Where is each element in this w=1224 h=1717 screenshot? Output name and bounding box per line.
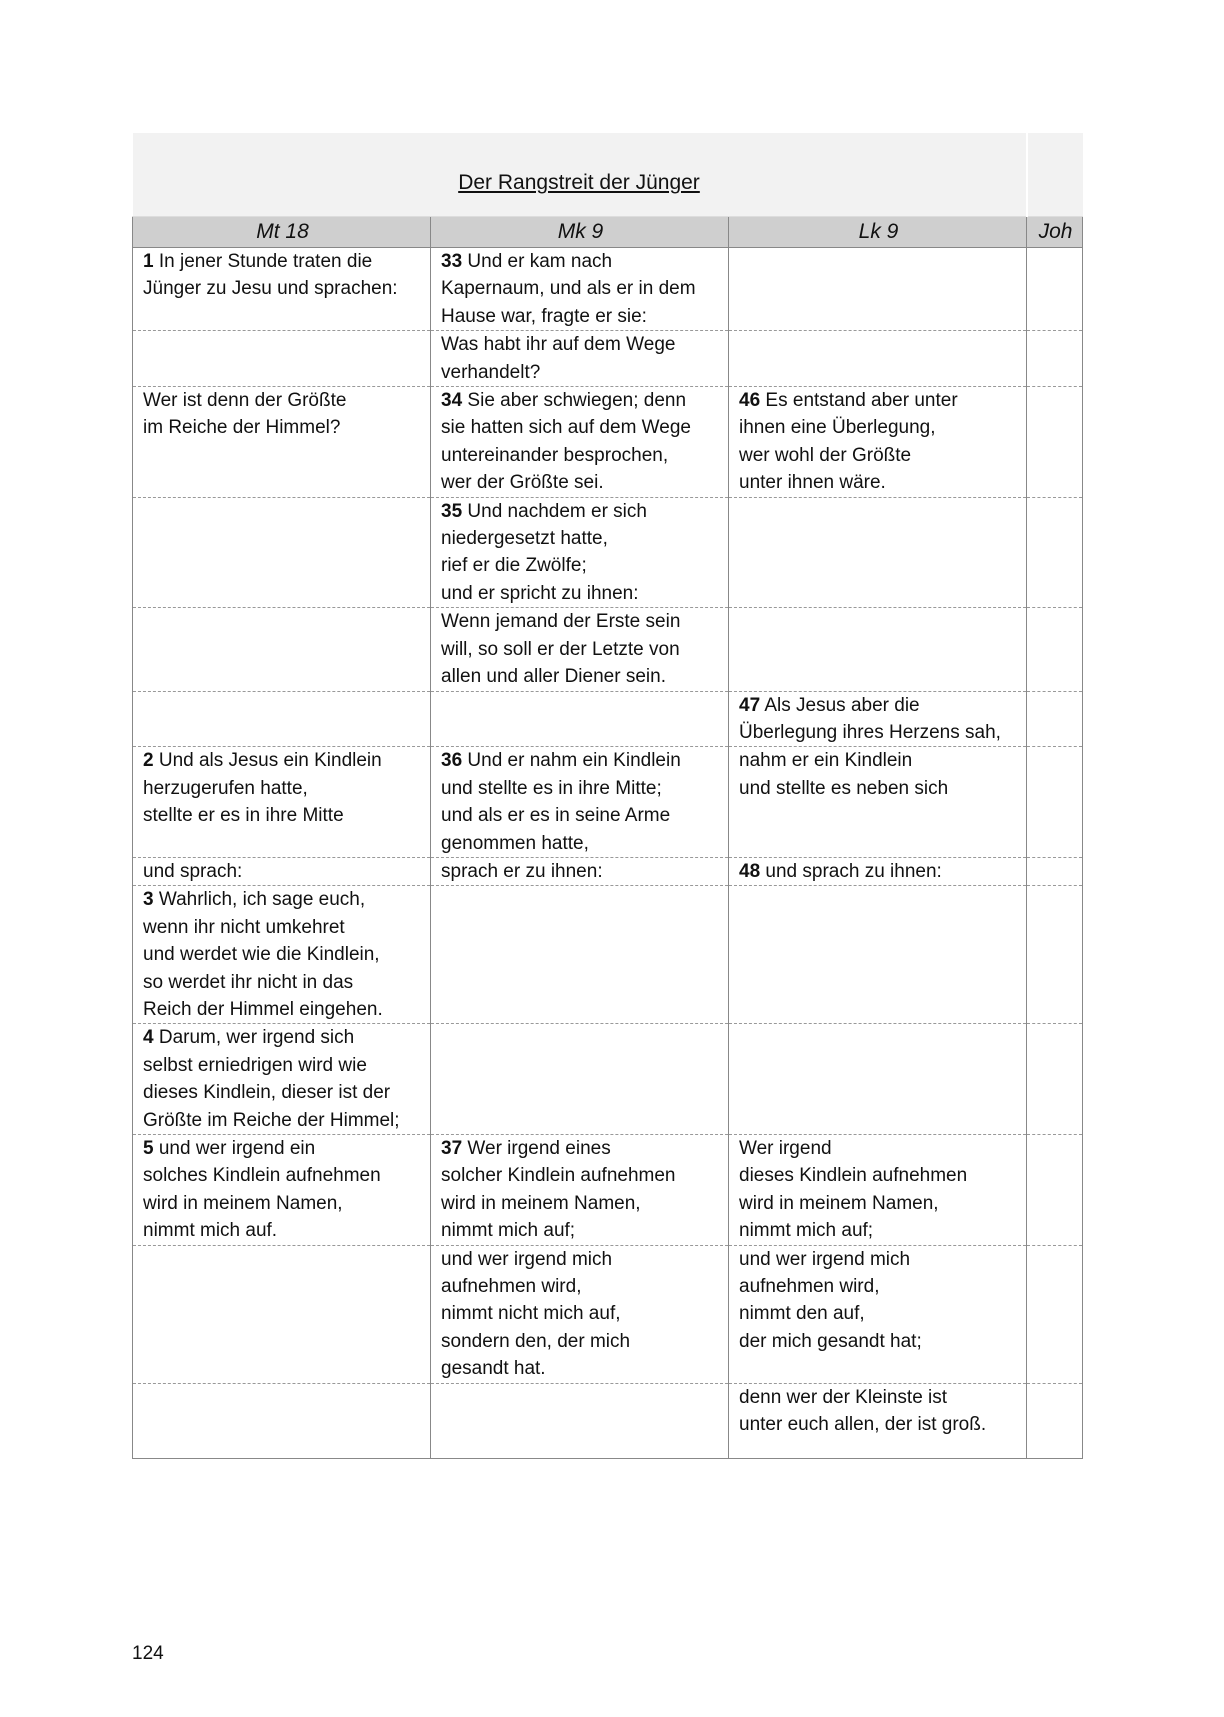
text-line [441,248,720,275]
text-line [441,469,720,496]
table-row [133,691,1083,747]
cell-lk [729,1024,1027,1135]
cell-joh [1027,1383,1083,1458]
text-line [441,580,720,607]
text-line [143,775,422,802]
table-row [133,1245,1083,1383]
cell-lk [729,248,1027,331]
line-text: gesandt hat. [441,1358,546,1380]
line-text: und sprach zu ihnen: [765,860,942,882]
text-line [739,747,1018,774]
line-text: Wenn jemand der Erste sein [441,611,681,633]
line-text: und sprach: [143,860,243,882]
text-line [441,802,720,829]
verse-number: 35 [441,500,463,522]
line-text: Reich der Himmel eingehen. [143,998,383,1020]
cell-mt [133,691,431,747]
cell-mt [133,387,431,498]
cell-mt [133,248,431,331]
line-text: sie hatten sich auf dem Wege [441,417,691,439]
line-text: sondern den, der mich [441,1330,631,1352]
text-line [739,1384,1018,1411]
line-text: Es entstand aber unter [765,390,958,412]
text-line [441,608,720,635]
column-header-joh: Joh [1027,217,1083,248]
text-line [441,636,720,663]
line-text: nahm er ein Kindlein [739,750,913,772]
line-text: Als Jesus aber die [764,694,920,716]
line-text: und stellte es in ihre Mitte; [441,777,662,799]
cell-lk [729,886,1027,1024]
line-text: denn wer der Kleinste ist [739,1386,948,1408]
cell-mk [431,857,729,885]
text-line [143,886,422,913]
table-row [133,1024,1083,1135]
column-header-row [133,217,1083,248]
column-header-lk: Lk 9 [729,217,1027,248]
text-line [143,996,422,1023]
line-text: stellte er es in ihre Mitte [143,805,344,827]
text-line [441,1300,720,1327]
line-text: dieses Kindlein aufnehmen [739,1165,968,1187]
cell-mt [133,1245,431,1383]
text-line [441,359,720,386]
cell-lk [729,747,1027,858]
text-line [739,414,1018,441]
cell-mt [133,497,431,608]
cell-joh [1027,387,1083,498]
text-line [441,498,720,525]
cell-mt [133,1135,431,1246]
line-text: Überlegung ihres Herzens sah, [739,721,1001,743]
table-row [133,747,1083,858]
text-line [441,1135,720,1162]
cell-mk [431,1383,729,1458]
text-line [739,387,1018,414]
text-line [441,1246,720,1273]
line-text: ihnen eine Überlegung, [739,417,936,439]
cell-mk [431,747,729,858]
text-line [441,331,720,358]
text-line [143,941,422,968]
text-line [441,1217,720,1244]
text-line [739,1273,1018,1300]
cell-joh [1027,1135,1083,1246]
cell-lk [729,331,1027,387]
text-line [739,1217,1018,1244]
text-line [143,275,422,302]
text-line [441,1273,720,1300]
cell-mt [133,608,431,691]
text-line [441,830,720,857]
text-line [739,1300,1018,1327]
cell-mt [133,747,431,858]
line-text: Darum, wer irgend sich [158,1027,355,1049]
table-row [133,331,1083,387]
cell-mk [431,886,729,1024]
text-line [739,1135,1018,1162]
line-text: genommen hatte, [441,832,589,854]
line-text: im Reiche der Himmel? [143,417,341,439]
line-text: solches Kindlein aufnehmen [143,1165,381,1187]
line-text: wird in meinem Namen, [739,1192,939,1214]
line-text: und wer irgend ein [158,1138,316,1159]
line-text: wer wohl der Größte [739,444,912,466]
table-row [133,1383,1083,1458]
cell-mt [133,886,431,1024]
cell-mk [431,387,729,498]
cell-mk [431,331,729,387]
line-text: aufnehmen wird, [441,1276,582,1298]
cell-joh [1027,857,1083,885]
cell-mk [431,1245,729,1383]
cell-mt [133,857,431,885]
verse-number: 37 [441,1138,463,1159]
text-line [143,802,422,829]
text-line [143,1024,422,1051]
cell-mt [133,1024,431,1135]
line-text: herzugerufen hatte, [143,777,308,799]
cell-mk [431,248,729,331]
line-text: Wer ist denn der Größte [143,390,347,412]
verse-number: 48 [739,860,761,882]
text-line [441,1162,720,1189]
text-line [441,387,720,414]
verse-number: 4 [143,1027,154,1049]
text-line [143,747,422,774]
verse-number: 33 [441,251,463,272]
line-text: aufnehmen wird, [739,1276,880,1298]
cell-joh [1027,608,1083,691]
table-row [133,857,1083,885]
cell-joh [1027,1245,1083,1383]
line-text: Und als Jesus ein Kindlein [158,750,382,772]
line-text: Hause war, fragte er sie: [441,305,647,327]
column-header-mk: Mk 9 [431,217,729,248]
cell-joh [1027,331,1083,387]
text-line [441,1328,720,1355]
line-text: Jünger zu Jesu und sprachen: [143,278,398,300]
line-text: nimmt den auf, [739,1303,865,1325]
text-line [441,303,720,330]
line-text: nimmt mich auf. [143,1220,278,1242]
verse-number: 36 [441,750,463,772]
cell-mt [133,1383,431,1458]
verse-number: 2 [143,750,154,772]
cell-mk [431,497,729,608]
line-text: Wer irgend [739,1138,832,1159]
cell-mt [133,331,431,387]
verse-number: 46 [739,390,761,412]
verse-number: 3 [143,889,154,911]
page-number: 124 [132,1643,164,1664]
text-line [143,969,422,996]
text-line [143,1079,422,1106]
cell-joh [1027,1024,1083,1135]
line-text: sprach er zu ihnen: [441,860,603,882]
text-line [739,1246,1018,1273]
line-text: Was habt ihr auf dem Wege [441,334,676,356]
line-text: Und nachdem er sich [467,500,647,522]
line-text: der mich gesandt hat; [739,1330,922,1352]
cell-lk [729,387,1027,498]
line-text: wer der Größte sei. [441,472,604,494]
cell-lk [729,691,1027,747]
title-cell [133,133,1027,217]
column-header-mt: Mt 18 [133,217,431,248]
text-line [441,442,720,469]
text-line [739,1328,1018,1355]
cell-mk [431,691,729,747]
text-line [441,525,720,552]
cell-lk [729,1383,1027,1458]
text-line [441,1190,720,1217]
text-line [143,1052,422,1079]
cell-mk [431,1135,729,1246]
verse-number: 1 [143,251,154,272]
line-text: wenn ihr nicht umkehret [143,916,345,938]
title-side-cell [1027,133,1083,217]
cell-lk [729,857,1027,885]
text-line [441,747,720,774]
title-row [133,133,1083,217]
text-line [143,414,422,441]
cell-lk [729,1245,1027,1383]
text-line [739,1411,1018,1438]
line-text: nimmt mich auf; [441,1220,576,1242]
line-text: unter ihnen wäre. [739,472,886,494]
cell-lk [729,608,1027,691]
text-line [143,248,422,275]
line-text: Wahrlich, ich sage euch, [158,889,366,911]
line-text: Größte im Reiche der Himmel; [143,1109,400,1131]
synopsis-table [132,133,1083,1459]
line-text: In jener Stunde traten die [158,251,373,272]
line-text: und wer irgend mich [441,1248,613,1270]
text-line [143,1190,422,1217]
text-line [739,469,1018,496]
verse-number: 34 [441,390,463,412]
cell-joh [1027,691,1083,747]
text-line [441,858,720,885]
line-text: allen und aller Diener sein. [441,666,666,688]
line-text: Kapernaum, und als er in dem [441,278,696,300]
cell-lk [729,497,1027,608]
cell-joh [1027,747,1083,858]
line-text: verhandelt? [441,361,541,383]
line-text: und wer irgend mich [739,1248,911,1270]
line-text: untereinander besprochen, [441,444,669,466]
text-line [143,387,422,414]
line-text: dieses Kindlein, dieser ist der [143,1082,391,1104]
text-line [441,663,720,690]
line-text: nimmt mich auf; [739,1220,874,1242]
verse-number: 47 [739,694,761,716]
cell-joh [1027,497,1083,608]
text-line [739,442,1018,469]
text-line [143,1217,422,1244]
cell-joh [1027,248,1083,331]
text-line [739,858,1018,885]
text-line [143,1162,422,1189]
line-text: Wer irgend eines [467,1138,611,1159]
text-line [441,1355,720,1382]
text-line [143,1107,422,1134]
verse-number: 5 [143,1138,154,1159]
text-line [739,775,1018,802]
line-text: Sie aber schwiegen; denn [467,390,687,412]
text-line [441,775,720,802]
text-line [441,275,720,302]
line-text: niedergesetzt hatte, [441,528,608,550]
text-line [143,858,422,885]
table-body [133,248,1083,1459]
text-line [143,914,422,941]
line-text: unter euch allen, der ist groß. [739,1414,987,1436]
line-text: solcher Kindlein aufnehmen [441,1165,676,1187]
line-text: und werdet wie die Kindlein, [143,944,380,966]
line-text: so werdet ihr nicht in das [143,971,354,993]
line-text: und als er es in seine Arme [441,805,671,827]
line-text: und stellte es neben sich [739,777,949,799]
line-text: Und er kam nach [467,251,613,272]
text-line [441,414,720,441]
text-line [739,692,1018,719]
text-line [739,719,1018,746]
table-row [133,387,1083,498]
table-row [133,1135,1083,1246]
table-row [133,886,1083,1024]
cell-mk [431,608,729,691]
table-row [133,497,1083,608]
page-title: Der Rangstreit der Jünger [458,171,700,195]
line-text: Und er nahm ein Kindlein [467,750,681,772]
line-text: rief er die Zwölfe; [441,555,587,577]
text-line [739,1190,1018,1217]
cell-joh [1027,886,1083,1024]
line-text: wird in meinem Namen, [441,1192,641,1214]
line-text: will, so soll er der Letzte von [441,638,680,660]
cell-mk [431,1024,729,1135]
text-line [441,552,720,579]
table-row [133,608,1083,691]
table-row [133,248,1083,331]
text-line [143,1135,422,1162]
line-text: selbst erniedrigen wird wie [143,1054,367,1076]
cell-lk [729,1135,1027,1246]
line-text: und er spricht zu ihnen: [441,582,639,604]
line-text: wird in meinem Namen, [143,1192,343,1214]
text-line [739,1162,1018,1189]
line-text: nimmt nicht mich auf, [441,1303,621,1325]
